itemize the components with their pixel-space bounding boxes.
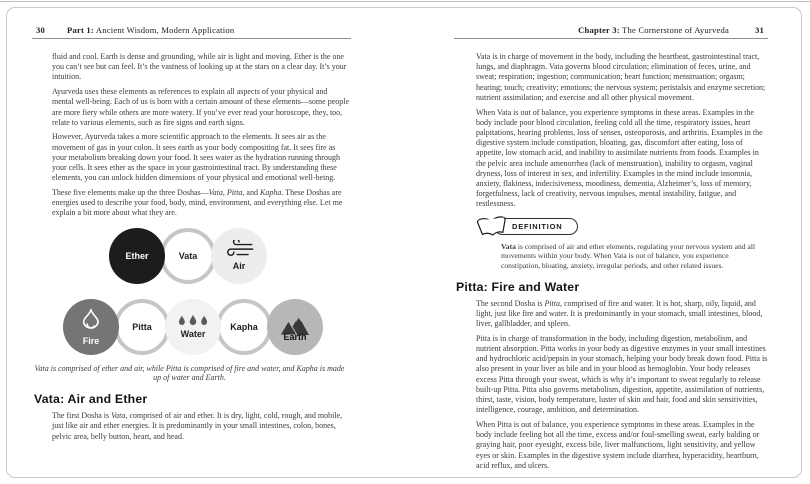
paragraph: These five elements make up the three Doshas—Vata, Pitta, and Kapha. These Doshas are energies used to describe your food, body, mind, environment, and everything else. Let me explain a bit more about what they are. <box>52 187 343 218</box>
pitta-circle: Pitta <box>114 299 170 355</box>
book-spread <box>6 7 802 478</box>
paragraph: Pitta is in charge of transformation in the body, including digestion, metabolism, and nutrient absorption. Pitta works in your body as digestive enzymes in your small intestines and hydrochloric acid/pepsin in your stomach, helping your body break down food. Pitta is also present in your liver as bile and in your blood as hemoglobin. Your body releases excess Pitta through your sweat, which is why it’s important to sweat regularly to release built-up Pitta. Pitta also governs metabolism, digestion, appetite, assimilation of nutrients, thirst, taste, vision, body temperature, luster of skin and hair, food and skin sensitivities, intelligence, courage, ambition, and determination. <box>476 333 768 415</box>
paragraph: When Pitta is out of balance, you experience symptoms in these areas. Examples in the body include feeling hot all the time, excess and/or foul-smelling sweat, early balding or graying hair, poor eyesight, excess bile, liver malfunctions, light sensitivity, and yellow eyes or skin. Examples in the digestive system include diarrhea, hyperacidity, heartburn, acid reflux, and ulcers. <box>476 419 760 470</box>
earth-circle: Earth <box>267 299 323 355</box>
page-number: 31 <box>755 25 764 35</box>
paragraph: fluid and cool. Earth is dense and grounding, while air is light and moving. Ether is the one you can’t see but can feel. It’s the vastness of looking up at the stars on a clear day. It’s your intuition. <box>52 52 347 82</box>
figure-caption: Vata is comprised of ether and air, while Pitta is comprised of fire and water, and Kapha is made up of water and Earth. <box>34 363 345 383</box>
vata-circle: Vata <box>160 228 216 284</box>
running-head: Part 1: Ancient Wisdom, Modern Application <box>67 25 235 35</box>
paragraph: When Vata is out of balance, you experience symptoms in these areas. Examples in the body include poor blood circulation, feeling cold all the time, respiratory issues, heart palpitations, hearing problems, loss of senses, osteoporosis, and arthritis. Examples in the digestive system include constipation, bloating, gas, discomfort after eating, loss of appetite, low stomach acid, and inability to assimilate nutrients from foods. Examples in the pelvic area include amenorrhea (lack of menstruation), inability to orgasm, vaginal dryness, loss of interest in sex, and infertility. Examples in the mind include insomnia, anxiety, flakiness, indecisiveness, moodiness, dementia, Alzheimer’s, loss of memory, forgetfulness, lack of creativity, nervous impulses, mental instability, fatigue, and restlessness. <box>476 107 763 209</box>
page-right <box>404 8 801 477</box>
fire-circle: Fire <box>63 299 119 355</box>
definition-badge: DEFINITION <box>494 218 578 235</box>
droplets-icon <box>176 315 210 328</box>
section-heading-pitta: Pitta: Fire and Water <box>456 279 580 294</box>
right-page-header <box>454 25 768 39</box>
page-left <box>7 8 404 477</box>
window-top-edge <box>0 1 810 2</box>
page-number: 30 <box>36 25 45 35</box>
ether-circle: Ether <box>109 228 165 284</box>
water-circle: Water <box>165 299 221 355</box>
paragraph: Ayurveda uses these elements as references to explain all aspects of your physical and mental well-being. Each of us is born with a certain amount of these elements—some people are more fiery while others are more watery. If you’ve ever read your horoscope, they, too, relate to various elements, such as fire signs and earth signs. <box>52 87 350 127</box>
air-circle: Air <box>211 228 267 284</box>
definition-callout <box>477 216 768 238</box>
left-page-header <box>32 25 351 39</box>
paragraph: Vata is in charge of movement in the body, including the heartbeat, gastrointestinal tract, lungs, and diaphragm. Vata governs blood circulation; elimination of feces, urine, and sweat; respiration; ingestion; communication; heart function; menstruation; orgasm; hearing; touch; creativity; emotions; the nervous system; peristalsis and enzyme secretion; nutrient assimilation; and exercise and all other physical movement. <box>476 52 766 102</box>
kapha-circle: Kapha <box>216 299 272 355</box>
wind-icon <box>223 240 255 260</box>
definition-text: Vata is comprised of air and ether elements, regulating your nervous system and all movements within your body. When Vata is out of balance, you experience constipation, bloating, anxiety, irregular periods, and other related issues. <box>501 241 756 270</box>
dosha-elements-diagram <box>32 226 351 358</box>
open-book-icon <box>476 214 508 239</box>
paragraph: The second Dosha is Pitta, comprised of fire and water. It is hot, sharp, oily, liquid, and light, just like fire and water. It is predominantly in your stomach, small intestines, blood, liver, gallbladder, and spleen. <box>476 298 763 329</box>
flame-icon <box>79 308 103 335</box>
section-heading-vata: Vata: Air and Ether <box>34 392 148 407</box>
paragraph: However, Ayurveda takes a more scientific approach to the elements. It sees air as the movement of gas in your colon. It sees earth as your body compositing fat. It sees fire as your metabolism breaking down your food. It sees water as the hydration running through your cells. It sees ether as the space in your gastrointestinal tract. By understanding these elements, you can unlock hidden dimensions of your physical and emotional well-being. <box>52 132 340 183</box>
running-head: Chapter 3: The Cornerstone of Ayurveda <box>578 25 729 35</box>
paragraph: The first Dosha is Vata, comprised of air and ether. It is dry, light, cold, rough, and mobile, just like air and ether energies. It is predominantly in your small intestines, colon, bones, pelvic area, belly button, heart, and head. <box>52 411 343 441</box>
